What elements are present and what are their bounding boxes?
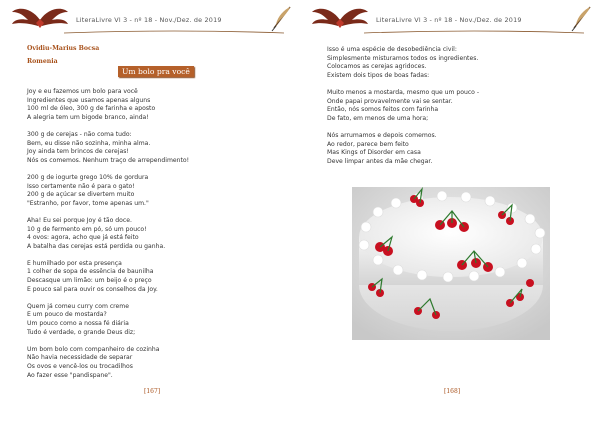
page-number: [168] [444,388,461,395]
poem-line: Muito menos a mostarda, mesmo que um pouco - [327,88,480,96]
poem-line: Ingredientes que usamos apenas alguns [27,96,151,104]
stanza-gap [27,251,189,260]
poem-line: Deve limpar antes da mãe chegar. [327,157,433,165]
page-header [310,6,592,40]
poem-line: Não havia necessidade de separar [27,354,133,362]
stanza-gap [327,123,479,132]
stanza-gap [27,165,189,174]
poem-line: E humilhado por esta presença [27,259,122,267]
magazine-title: LiteraLivre Vl 3 - nº 18 - Nov./Dez. de 2019 [376,16,522,24]
poem-line: Quem já comeu curry com creme [27,302,129,310]
header-underline [364,30,584,36]
poem-line: Onde papai provavelmente vai se sentar. [327,97,453,105]
poem-line: 100 ml de óleo, 300 g de farinha e aposto [27,105,156,113]
poem-line: Ao fazer esse "pandispane". [27,371,113,379]
poem-line: Simplesmente misturamos todos os ingredientes. [327,54,479,62]
poem-line: Tudo é verdade, o grande Deus diz; [27,328,136,336]
poem-line: 10 g de fermento em pó, só um pouco! [27,225,147,233]
poem-line: De fato, em menos de uma hora; [327,114,429,122]
winged-heart-logo [310,6,370,38]
poem-line: Descasque um limão: um beijo é o preço [27,277,152,285]
poem-line: Aha! Eu sei porque Joy é tão doce. [27,216,132,224]
page-number: [167] [144,388,161,395]
quill-pen-icon [570,6,592,32]
poem-line: Então, nós somos feitos com farinha [327,106,439,114]
poem-line: Isso é uma espécie de desobediência civil: [327,46,457,53]
poem-title: Um bolo pra você [118,66,194,77]
poem-line: A alegria tem um bigode branco, ainda! [27,113,149,121]
stanza-gap [327,80,479,89]
poem-line: Bem, eu disse não sozinha, minha alma. [27,139,151,147]
poem-line: Ao redor, parece bem feito [327,140,409,148]
poem-line: 4 ovos: agora, acho que já está feito [27,234,139,242]
poem-line: Um bom bolo com companheiro de cozinha [27,345,160,353]
header-underline [64,30,284,36]
author-name: Ovidiu-Marius Bocsa [27,45,100,52]
stanza-gap [27,294,189,303]
poem-line: A batalha das cerejas está perdida ou ganha. [27,242,166,250]
poem-body [27,88,189,380]
poem-line: Nós arrumamos e depois comemos. [327,131,437,139]
stanza-gap [27,337,189,346]
poem-line: 200 g de açúcar se divertem muito [27,191,135,199]
poem-line: 1 colher de sopa de essência de baunilha [27,268,154,276]
poem-line: Isso certamente não é para o gato! [27,182,135,190]
poem-line: Um pouco como a nossa fé diária [27,320,129,328]
stanza-gap [27,208,189,217]
poem-line: Colocamos as cerejas agridoces. [327,63,427,71]
winged-heart-logo [10,6,70,38]
poem-line: Nós os comemos. Nenhum traço de arrependimento! [27,156,190,164]
poem-line: Existem dois tipos de boas fadas: [327,71,430,79]
poem-line: Joy e eu fazemos um bolo para você [27,88,138,95]
cherry-cake-photo [352,187,550,340]
right-page [300,0,600,424]
poem-line: Joy ainda tem brincos de cerejas! [27,148,129,156]
poem-line: 300 g de cerejas - não coma tudo: [27,130,132,138]
poem-line: 200 g de iogurte grego 10% de gordura [27,173,149,181]
poem-line: Os ovos e vencê-los ou trocadilhos [27,363,133,370]
page-header [10,6,292,40]
quill-pen-icon [270,6,292,32]
poem-line: "Estranho, por favor, tome apenas um." [27,199,149,207]
magazine-title: LiteraLivre Vl 3 - nº 18 - Nov./Dez. de 2019 [76,16,222,24]
poem-line: Mas Kings of Disorder em casa [327,149,421,157]
poem-line: E um pouco de mostarda? [27,311,107,319]
poem-line: E pouco sal para ouvir os conselhos da Joy. [27,285,158,293]
poem-body [327,46,479,166]
author-country: Romenia [27,58,58,65]
stanza-gap [27,122,189,131]
